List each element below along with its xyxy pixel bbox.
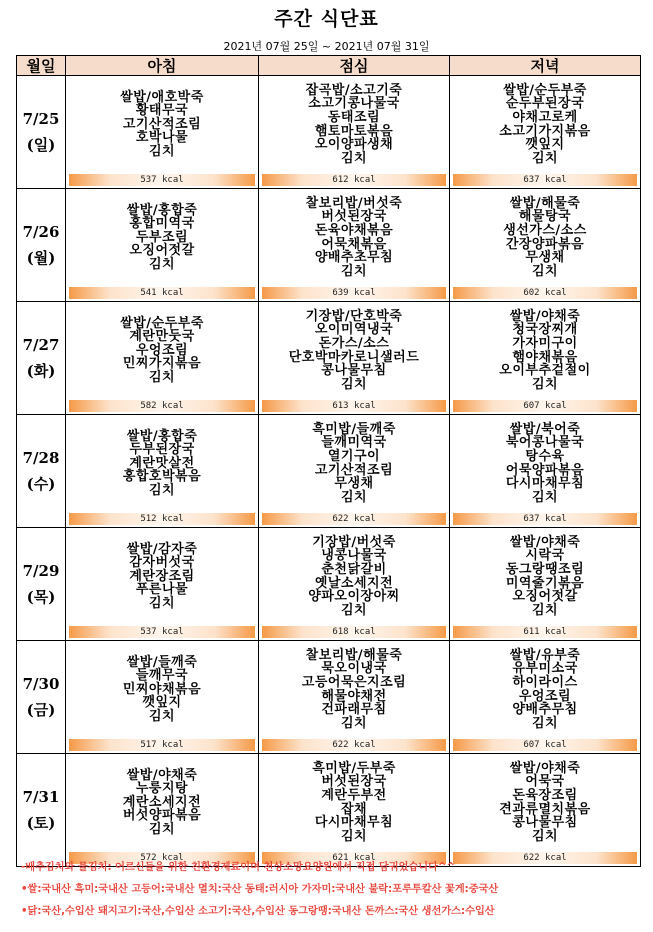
lunch-cell [259, 189, 450, 302]
breakfast-cell [66, 528, 259, 641]
menu-item: 흑미밥/들깨죽 [312, 421, 396, 437]
calorie-bar: 611 kcal [453, 626, 637, 638]
menu-item: 김치 [531, 263, 559, 279]
dinner-menu-items [450, 754, 640, 851]
menu-item: 소고기가지볶음 [499, 123, 591, 139]
breakfast-cell [66, 189, 259, 302]
menu-item: 민찌야채볶음 [122, 681, 202, 697]
date-label: 7/28 [22, 449, 60, 467]
lunch-menu-items [259, 754, 449, 851]
menu-item: 김치 [340, 376, 368, 392]
menu-item: 양파오이장아찌 [308, 589, 400, 605]
breakfast-menu-items [66, 302, 258, 399]
lunch-cell [259, 641, 450, 754]
menu-item: 냉콩나물국 [321, 548, 387, 564]
menu-item: 쌀밥/유부죽 [509, 647, 581, 663]
menu-item: 오징어젓갈 [512, 589, 578, 605]
menu-item: 버섯양파볶음 [122, 808, 202, 824]
menu-item: 해물탕국 [518, 209, 572, 225]
date-label: 7/27 [22, 336, 60, 354]
breakfast-menu-items [66, 528, 258, 625]
menu-item: 민찌가지볶음 [122, 356, 202, 372]
calorie-bar: 637 kcal [453, 513, 637, 525]
menu-item: 푸른나물 [135, 582, 189, 598]
menu-item: 양배추초무침 [314, 250, 394, 266]
menu-item: 깻잎지 [525, 137, 565, 153]
date-label: 7/30 [22, 675, 60, 693]
menu-item: 쌀밥/들깨죽 [126, 654, 198, 670]
menu-item: 무생채 [334, 476, 374, 492]
menu-item: 어묵국 [525, 774, 565, 790]
menu-item: 우엉조림 [135, 342, 189, 358]
menu-item: 계란맛살전 [129, 455, 195, 471]
day-row [17, 754, 641, 867]
calorie-bar: 512 kcal [69, 513, 255, 525]
menu-item: 쌀밥/홍합죽 [126, 202, 198, 218]
menu-item: 콩나물무침 [321, 363, 387, 379]
lunch-menu-items [259, 528, 449, 625]
menu-item: 가자미구이 [512, 335, 578, 351]
date-cell [17, 76, 66, 189]
menu-item: 묵오이냉국 [321, 661, 387, 677]
menu-item: 기장밥/버섯죽 [312, 534, 396, 550]
calorie-bar: 618 kcal [262, 626, 446, 638]
menu-item: 쌀밥/해물죽 [509, 195, 581, 211]
date-label: 7/31 [22, 788, 60, 806]
menu-item: 김치 [531, 828, 559, 844]
menu-item: 양배추무침 [512, 702, 578, 718]
breakfast-menu-items [66, 76, 258, 173]
header-breakfast: 아침 [66, 56, 259, 76]
menu-item: 쌀밥/순두부죽 [503, 82, 587, 98]
calorie-bar: 622 kcal [262, 513, 446, 525]
menu-item: 탕수육 [525, 448, 565, 464]
menu-item: 쌀밥/야채죽 [126, 767, 198, 783]
menu-table [16, 55, 641, 867]
menu-item: 쌀밥/야채죽 [509, 534, 581, 550]
dinner-menu-items [450, 528, 640, 625]
menu-item: 황태무국 [135, 103, 189, 119]
date-label: 7/26 [22, 223, 60, 241]
lunch-cell [259, 754, 450, 867]
calorie-bar: 607 kcal [453, 739, 637, 751]
day-row [17, 76, 641, 189]
menu-item: 생선가스/소스 [503, 222, 587, 238]
menu-item: 잡채 [340, 801, 368, 817]
notes-section [21, 857, 641, 923]
menu-item: 기장밥/단호박죽 [305, 308, 403, 324]
menu-item: 잡곡밥/소고기죽 [305, 82, 403, 98]
lunch-menu-items [259, 189, 449, 286]
weekday-label: (목) [26, 588, 56, 606]
menu-item: 콩나물무침 [512, 815, 578, 831]
menu-item: 오이부추겉절이 [499, 363, 591, 379]
menu-item: 누룽지탕 [135, 781, 189, 797]
note-origin-meat: •닭:국산,수입산 돼지고기:국산,수입산 소고기:국산,수입산 동그랑땡:국내산 돈까스:국산 생선가스:수입산 [21, 906, 495, 917]
menu-item: 계란두부전 [321, 787, 387, 803]
lunch-menu-items [259, 76, 449, 173]
menu-item: 김치 [340, 828, 368, 844]
menu-item: 흑미밥/두부죽 [312, 760, 396, 776]
breakfast-menu-items [66, 189, 258, 286]
menu-item: 김치 [148, 708, 176, 724]
menu-item: 김치 [148, 369, 176, 385]
breakfast-menu-items [66, 641, 258, 738]
menu-item: 오이양파생채 [314, 137, 394, 153]
menu-item: 김치 [340, 263, 368, 279]
menu-item: 김치 [531, 602, 559, 618]
calorie-bar: 622 kcal [453, 852, 637, 864]
calorie-bar: 517 kcal [69, 739, 255, 751]
dinner-cell [450, 754, 641, 867]
menu-item: 열기구이 [327, 448, 381, 464]
day-row [17, 641, 641, 754]
header-lunch: 점심 [259, 56, 450, 76]
page-title: 주간 식단표 [274, 8, 379, 30]
menu-item: 쌀밥/야채죽 [509, 760, 581, 776]
menu-item: 햄토마토볶음 [314, 123, 394, 139]
menu-item: 간장양파볶음 [505, 236, 585, 252]
menu-item: 동그랑땡조림 [505, 561, 585, 577]
breakfast-menu-items [66, 754, 258, 851]
menu-item: 우엉조림 [518, 688, 572, 704]
lunch-cell [259, 415, 450, 528]
dinner-menu-items [450, 415, 640, 512]
menu-item: 청국장찌개 [512, 322, 578, 338]
date-cell [17, 641, 66, 754]
note-origin-grain-fish: •쌀:국내산 흑미:국내산 고등어:국내산 멸치:국산 동태:러시아 가자미:국내산 불락:포루투칼산 꽃게:중국산 [21, 884, 499, 895]
weekday-label: (토) [26, 814, 56, 832]
header-row [17, 56, 641, 76]
menu-item: 햄야채볶음 [512, 349, 578, 365]
calorie-bar: 537 kcal [69, 174, 255, 186]
menu-item: 춘천닭갈비 [321, 561, 387, 577]
weekday-label: (일) [26, 136, 56, 154]
date-label: 7/25 [22, 110, 60, 128]
menu-item: 버섯된장국 [321, 209, 387, 225]
menu-item: 소고기콩나물국 [308, 96, 400, 112]
dinner-menu-items [450, 302, 640, 399]
menu-item: 계란소세지전 [122, 794, 202, 810]
menu-item: 김치 [531, 150, 559, 166]
dinner-cell [450, 415, 641, 528]
dinner-cell [450, 189, 641, 302]
menu-item: 어묵양파볶음 [505, 462, 585, 478]
weekday-label: (금) [26, 701, 56, 719]
dinner-cell [450, 302, 641, 415]
menu-item: 다시마채무침 [505, 476, 585, 492]
calorie-bar: 621 kcal [262, 852, 446, 864]
calorie-bar: 637 kcal [453, 174, 637, 186]
day-row [17, 528, 641, 641]
menu-item: 쌀밥/순두부죽 [120, 315, 204, 331]
menu-item: 홍합미역국 [129, 216, 195, 232]
dinner-menu-items [450, 641, 640, 738]
date-cell [17, 528, 66, 641]
menu-item: 호박나물 [135, 130, 189, 146]
menu-item: 쌀밥/홍합죽 [126, 428, 198, 444]
lunch-menu-items [259, 302, 449, 399]
menu-item: 김치 [531, 376, 559, 392]
menu-item: 고기산적조림 [314, 462, 394, 478]
weekday-label: (화) [26, 362, 56, 380]
header-date: 월일 [17, 56, 66, 76]
menu-item: 김치 [340, 715, 368, 731]
calorie-bar: 613 kcal [262, 400, 446, 412]
menu-item: 돈육야채볶음 [314, 222, 394, 238]
calorie-bar: 572 kcal [69, 852, 255, 864]
menu-item: 유부미소국 [512, 661, 578, 677]
menu-item: 견과류멸치볶음 [499, 801, 591, 817]
menu-item: 계란만둣국 [129, 329, 195, 345]
calorie-bar: 537 kcal [69, 626, 255, 638]
breakfast-menu-items [66, 415, 258, 512]
menu-item: 옛날소세지전 [314, 575, 394, 591]
breakfast-cell [66, 302, 259, 415]
menu-item: 순두부된장국 [505, 96, 585, 112]
date-range: 2021년 07월 25일 ~ 2021년 07월 31일 [223, 40, 430, 53]
breakfast-cell [66, 641, 259, 754]
menu-item: 시락국 [525, 548, 565, 564]
lunch-cell [259, 302, 450, 415]
weekday-label: (월) [26, 249, 56, 267]
calorie-bar: 582 kcal [69, 400, 255, 412]
menu-item: 김치 [148, 482, 176, 498]
menu-item: 김치 [148, 143, 176, 159]
menu-item: 김치 [340, 150, 368, 166]
lunch-menu-items [259, 415, 449, 512]
menu-item: 쌀밥/야채죽 [509, 308, 581, 324]
menu-item: 찰보리밥/해물죽 [305, 647, 403, 663]
menu-item: 쌀밥/북어죽 [509, 421, 581, 437]
calorie-bar: 602 kcal [453, 287, 637, 299]
calorie-bar: 639 kcal [262, 287, 446, 299]
weekday-label: (수) [26, 475, 56, 493]
dinner-cell [450, 528, 641, 641]
calorie-bar: 622 kcal [262, 739, 446, 751]
menu-item: 동태조림 [327, 109, 381, 125]
breakfast-cell [66, 76, 259, 189]
day-row [17, 189, 641, 302]
lunch-cell [259, 528, 450, 641]
date-cell [17, 189, 66, 302]
menu-item: 홍합호박볶음 [122, 469, 202, 485]
menu-item: 오징어젓갈 [129, 243, 195, 259]
calorie-bar: 541 kcal [69, 287, 255, 299]
menu-item: 야채고로케 [512, 109, 578, 125]
menu-item: 김치 [531, 489, 559, 505]
breakfast-cell [66, 754, 259, 867]
menu-item: 들깨무국 [135, 668, 189, 684]
lunch-cell [259, 76, 450, 189]
menu-item: 깻잎지 [142, 695, 182, 711]
menu-item: 들깨미역국 [321, 435, 387, 451]
date-label: 7/29 [22, 562, 60, 580]
dinner-menu-items [450, 76, 640, 173]
menu-item: 건파래무침 [321, 702, 387, 718]
menu-item: 김치 [148, 256, 176, 272]
menu-item: 김치 [531, 715, 559, 731]
menu-item: 김치 [340, 602, 368, 618]
menu-item: 무생채 [525, 250, 565, 266]
menu-item: 돈가스/소스 [318, 335, 390, 351]
menu-item: 찰보리밥/버섯죽 [305, 195, 403, 211]
menu-item: 하이라이스 [512, 674, 578, 690]
day-row [17, 302, 641, 415]
dinner-cell [450, 76, 641, 189]
breakfast-cell [66, 415, 259, 528]
menu-item: 어묵채볶음 [321, 236, 387, 252]
menu-item: 김치 [148, 821, 176, 837]
menu-item: 단호박마카로니샐러드 [288, 349, 420, 365]
menu-item: 쌀밥/애호박죽 [120, 89, 204, 105]
menu-item: 쌀밥/감자죽 [126, 541, 198, 557]
date-cell [17, 302, 66, 415]
menu-item: 계란장조림 [129, 568, 195, 584]
menu-item: 감자버섯국 [129, 555, 195, 571]
menu-item: 돈육장조림 [512, 787, 578, 803]
menu-item: 다시마채무침 [314, 815, 394, 831]
date-cell [17, 754, 66, 867]
lunch-menu-items [259, 641, 449, 738]
menu-item: 고등어묵은지조림 [301, 674, 407, 690]
menu-item: 버섯된장국 [321, 774, 387, 790]
note-kimchi: -배추김치와 물김치: 어르신들을 위한 친환경제료이며 천상소망요양원에서 직접 담궈었습니다^^ [21, 862, 456, 873]
menu-item: 김치 [340, 489, 368, 505]
menu-item: 오이미역냉국 [314, 322, 394, 338]
menu-item: 두부된장국 [129, 442, 195, 458]
menu-item: 해물야채전 [321, 688, 387, 704]
dinner-cell [450, 641, 641, 754]
menu-item: 김치 [148, 595, 176, 611]
date-cell [17, 415, 66, 528]
calorie-bar: 612 kcal [262, 174, 446, 186]
menu-item: 미역줄기볶음 [505, 575, 585, 591]
dinner-menu-items [450, 189, 640, 286]
menu-item: 두부조림 [135, 229, 189, 245]
menu-item: 고기산적조림 [122, 116, 202, 132]
day-row [17, 415, 641, 528]
calorie-bar: 607 kcal [453, 400, 637, 412]
header-dinner: 저녁 [450, 56, 641, 76]
menu-item: 북어콩나물국 [505, 435, 585, 451]
